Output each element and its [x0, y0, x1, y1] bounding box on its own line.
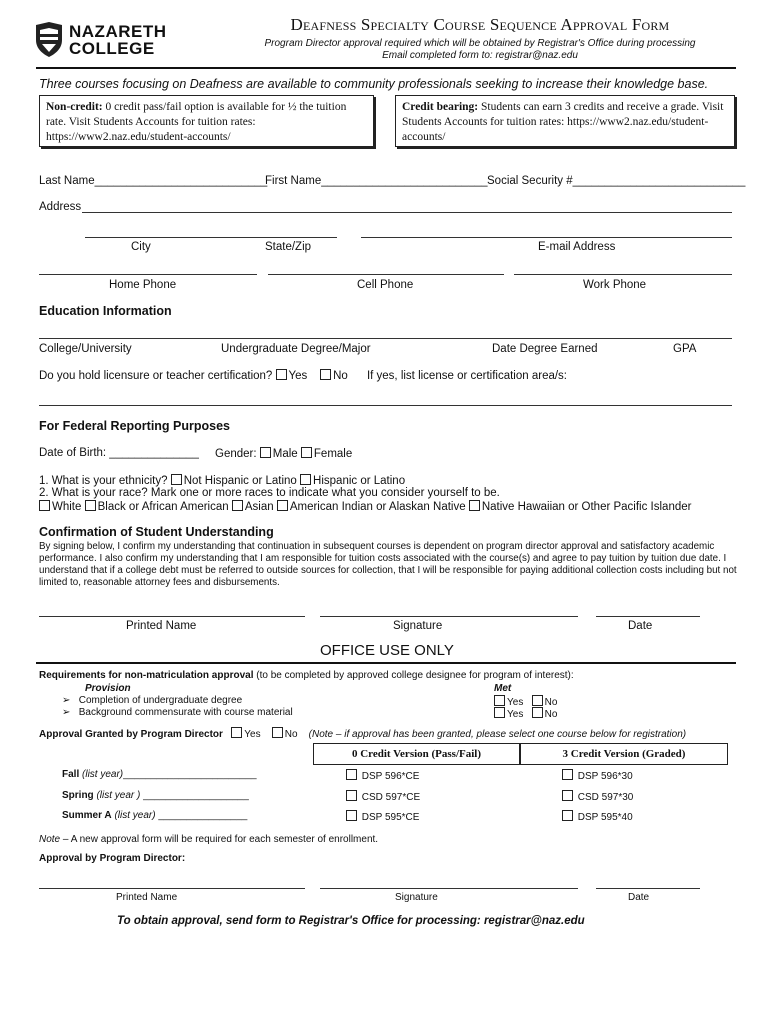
col-0credit-header: 0 Credit Version (Pass/Fail) — [313, 743, 520, 765]
student-date-label: Date — [628, 620, 653, 632]
provision-2-label: Background commensurate with course material — [78, 707, 293, 718]
director-date-field[interactable] — [596, 888, 700, 889]
summer-3credit-option — [562, 810, 633, 823]
work-phone-field[interactable] — [514, 274, 732, 275]
home-phone-label: Home Phone — [109, 279, 177, 291]
race-native-american-checkbox[interactable] — [277, 500, 288, 511]
federal-heading: For Federal Reporting Purposes — [39, 419, 231, 433]
gpa-label: GPA — [673, 343, 697, 355]
arrow-bullet-icon: ➢ — [62, 707, 71, 718]
noncredit-text: 0 credit pass/fail option is available for ½ the tuition rate. Visit Students Accounts for tuition rates: https://www2.naz.edu/student-accounts/ — [46, 101, 347, 143]
confirmation-text: By signing below, I confirm my understanding that continuation in subsequent courses is dependent on program director approval and satisfactory academic performance. I also confirm my understanding that I am responsible for tuition costs associated with the course(s) and agree to pay tuition by tuition due date. I understand that if a college debt must be referred to outside sources for collection, that I will be responsible for paying additional collection costs including but not limited to, reasonable attorney fees and disbursements. — [39, 541, 737, 588]
ethnicity-row — [39, 474, 405, 487]
not-hispanic-checkbox[interactable] — [171, 474, 182, 485]
fall-year-field[interactable]: ________________________ — [123, 769, 257, 780]
city-label: City — [131, 241, 151, 253]
approval-yes-label: Yes — [244, 729, 261, 740]
dob-field[interactable]: Date of Birth: ______________ — [39, 447, 199, 459]
office-rule — [36, 662, 736, 664]
intro-text: Three courses focusing on Deafness are available to community professionals seeking to increase their knowledge base. — [39, 77, 709, 91]
licensure-no-checkbox[interactable] — [320, 369, 331, 380]
male-checkbox[interactable] — [260, 447, 271, 458]
approval-by-label: Approval by Program Director: — [39, 853, 186, 864]
summer-year-field[interactable]: ________________ — [155, 810, 248, 821]
summer-term: Summer A — [62, 810, 112, 821]
header-subtitle-1: Program Director approval required which will be obtained by Registrar's Office during processing — [264, 38, 696, 49]
course-row-spring — [62, 790, 249, 801]
race-black-label: Black or African American — [97, 501, 229, 513]
summer-0credit-option — [346, 810, 419, 823]
race-pacific-islander-checkbox[interactable] — [469, 500, 480, 511]
first-name-field[interactable]: First Name__________________________ — [265, 175, 488, 187]
met2-no-label: No — [544, 709, 558, 720]
director-date-label: Date — [628, 892, 650, 903]
approval-label: Approval Granted by Program Director — [39, 729, 223, 740]
met1-no-label: No — [544, 697, 558, 708]
summer-3credit-checkbox[interactable] — [562, 810, 573, 821]
licensure-no-label: No — [333, 370, 348, 382]
noncredit-label: Non-credit: — [46, 101, 103, 113]
met2-yes-checkbox[interactable] — [494, 707, 505, 718]
approval-no-checkbox[interactable] — [272, 727, 283, 738]
fall-term-note: (list year) — [82, 769, 124, 780]
col-3credit-header: 3 Credit Version (Graded) — [520, 743, 728, 765]
footer-instruction: To obtain approval, send form to Registrar's Office for processing: registrar@naz.edu — [117, 915, 585, 927]
requirements-line — [39, 670, 574, 681]
approval-no-label: No — [284, 729, 298, 740]
race-pacific-islander-label: Native Hawaiian or Other Pacific Islander — [481, 501, 692, 513]
race-row — [39, 500, 691, 513]
summer-3credit-label: DSP 595*40 — [577, 812, 633, 823]
home-phone-field[interactable] — [39, 274, 257, 275]
not-hispanic-label: Not Hispanic or Latino — [183, 475, 297, 487]
address-field[interactable] — [82, 212, 732, 213]
ssn-field[interactable]: Social Security #___________________________ — [487, 175, 746, 187]
gender-label: Gender: — [215, 448, 257, 460]
race-native-american-label: American Indian or Alaskan Native — [289, 501, 466, 513]
director-printed-name-label: Printed Name — [116, 892, 178, 903]
hispanic-checkbox[interactable] — [300, 474, 311, 485]
email-field[interactable] — [361, 237, 732, 238]
header-rule — [36, 67, 736, 69]
fall-0credit-label: DSP 596*CE — [361, 771, 420, 782]
race-asian-checkbox[interactable] — [232, 500, 243, 511]
female-label: Female — [313, 448, 353, 460]
director-signature-label: Signature — [395, 892, 438, 903]
licensure-yes-checkbox[interactable] — [276, 369, 287, 380]
course-row-fall — [62, 769, 257, 780]
requirements-label: Requirements for non-matriculation approval — [39, 670, 254, 681]
student-signature-label: Signature — [393, 620, 443, 632]
licensure-area-field[interactable] — [39, 405, 732, 406]
met2-yes-label: Yes — [507, 709, 524, 720]
provision-row-2 — [62, 707, 293, 718]
spring-3credit-label: CSD 597*30 — [577, 792, 634, 803]
credit-text: Students can earn 3 credits and receive a grade. Visit Students Accounts for tuition rates: https://www2.naz.edu/student-accounts/ — [402, 101, 724, 143]
female-checkbox[interactable] — [301, 447, 312, 458]
met2-no-checkbox[interactable] — [532, 707, 543, 718]
spring-0credit-option — [346, 790, 420, 803]
spring-0credit-label: CSD 597*CE — [361, 792, 421, 803]
student-printed-name-label: Printed Name — [126, 620, 197, 632]
met1-no-checkbox[interactable] — [532, 695, 543, 706]
provision-row-1 — [62, 695, 242, 706]
logo-text-2: COLLEGE — [69, 39, 155, 58]
spring-term-note: (list year ) — [96, 790, 141, 801]
logo-text-1: NAZARETH — [69, 22, 167, 41]
race-asian-label: Asian — [244, 501, 274, 513]
last-name-field[interactable]: Last Name___________________________ — [39, 175, 268, 187]
header-subtitle-2: Email completed form to: registrar@naz.edu — [382, 50, 578, 61]
student-signature-field[interactable] — [320, 616, 578, 617]
address-label: Address — [39, 201, 82, 213]
met1-yes-checkbox[interactable] — [494, 695, 505, 706]
met-heading: Met — [494, 683, 512, 694]
fall-3credit-checkbox[interactable] — [562, 769, 573, 780]
spring-3credit-option — [562, 790, 633, 803]
approval-row — [39, 727, 686, 740]
college-logo — [34, 20, 167, 62]
education-heading: Education Information — [39, 304, 172, 318]
summer-0credit-label: DSP 595*CE — [361, 812, 420, 823]
approval-note: (Note – if approval has been granted, please select one course below for registration) — [308, 729, 687, 740]
director-printed-name-field[interactable] — [39, 888, 305, 889]
arrow-bullet-icon: ➢ — [62, 695, 71, 706]
student-date-field[interactable] — [596, 616, 700, 617]
requirements-note: (to be completed by approved college designee for program of interest): — [253, 670, 574, 681]
degree-label: Undergraduate Degree/Major — [221, 343, 371, 355]
male-label: Male — [272, 448, 298, 460]
hispanic-label: Hispanic or Latino — [313, 475, 406, 487]
email-label: E-mail Address — [538, 241, 616, 253]
licensure-q-text: Do you hold licensure or teacher certification? — [39, 370, 273, 382]
race-black-checkbox[interactable] — [85, 500, 96, 511]
spring-year-field[interactable]: ___________________ — [140, 790, 249, 801]
summer-0credit-checkbox[interactable] — [346, 810, 357, 821]
page-title: Deafness Specialty Course Sequence Approval Form — [290, 15, 670, 34]
noncredit-box — [39, 95, 374, 147]
course-row-summer — [62, 810, 247, 821]
fall-3credit-option — [562, 769, 633, 782]
college-label: College/University — [39, 343, 132, 355]
city-field[interactable] — [85, 237, 337, 238]
spring-3credit-checkbox[interactable] — [562, 790, 573, 801]
spring-0credit-checkbox[interactable] — [346, 790, 357, 801]
fall-0credit-option — [346, 769, 419, 782]
licensure-question — [39, 369, 567, 382]
semester-note: Note – A new approval form will be required for each semester of enrollment. — [39, 834, 379, 845]
met1-yes-label: Yes — [507, 697, 524, 708]
spring-term: Spring — [62, 790, 94, 801]
approval-yes-checkbox[interactable] — [231, 727, 242, 738]
met-row-2 — [494, 707, 557, 720]
work-phone-label: Work Phone — [583, 279, 647, 291]
cell-phone-label: Cell Phone — [357, 279, 414, 291]
ethnicity-question: 1. What is your ethnicity? — [39, 475, 168, 487]
licensure-yes-label: Yes — [288, 370, 308, 382]
shield-icon — [34, 22, 64, 58]
fall-0credit-checkbox[interactable] — [346, 769, 357, 780]
fall-term: Fall — [62, 769, 80, 780]
education-field[interactable] — [39, 338, 732, 339]
note-text: A new approval form will be required for each semester of enrollment. — [70, 834, 379, 845]
confirmation-heading: Confirmation of Student Understanding — [39, 525, 274, 539]
provision-heading: Provision — [85, 683, 131, 694]
race-white-label: White — [52, 501, 82, 513]
director-signature-field[interactable] — [320, 888, 578, 889]
credit-box — [395, 95, 735, 147]
race-white-checkbox[interactable] — [39, 500, 50, 511]
state-zip-label: State/Zip — [265, 241, 312, 253]
licensure-if-text: If yes, list license or certification area/s: — [366, 370, 568, 382]
office-heading: OFFICE USE ONLY — [320, 642, 454, 659]
race-question: 2. What is your race? Mark one or more races to indicate what you consider yourself to be. — [39, 487, 500, 499]
summer-term-note: (list year) — [114, 810, 156, 821]
date-earned-label: Date Degree Earned — [492, 343, 598, 355]
provision-1-label: Completion of undergraduate degree — [78, 695, 243, 706]
fall-3credit-label: DSP 596*30 — [577, 771, 633, 782]
credit-label: Credit bearing: — [402, 101, 479, 113]
gender-row — [215, 447, 352, 460]
note-label: Note — [39, 834, 61, 845]
student-printed-name-field[interactable] — [39, 616, 305, 617]
cell-phone-field[interactable] — [268, 274, 504, 275]
